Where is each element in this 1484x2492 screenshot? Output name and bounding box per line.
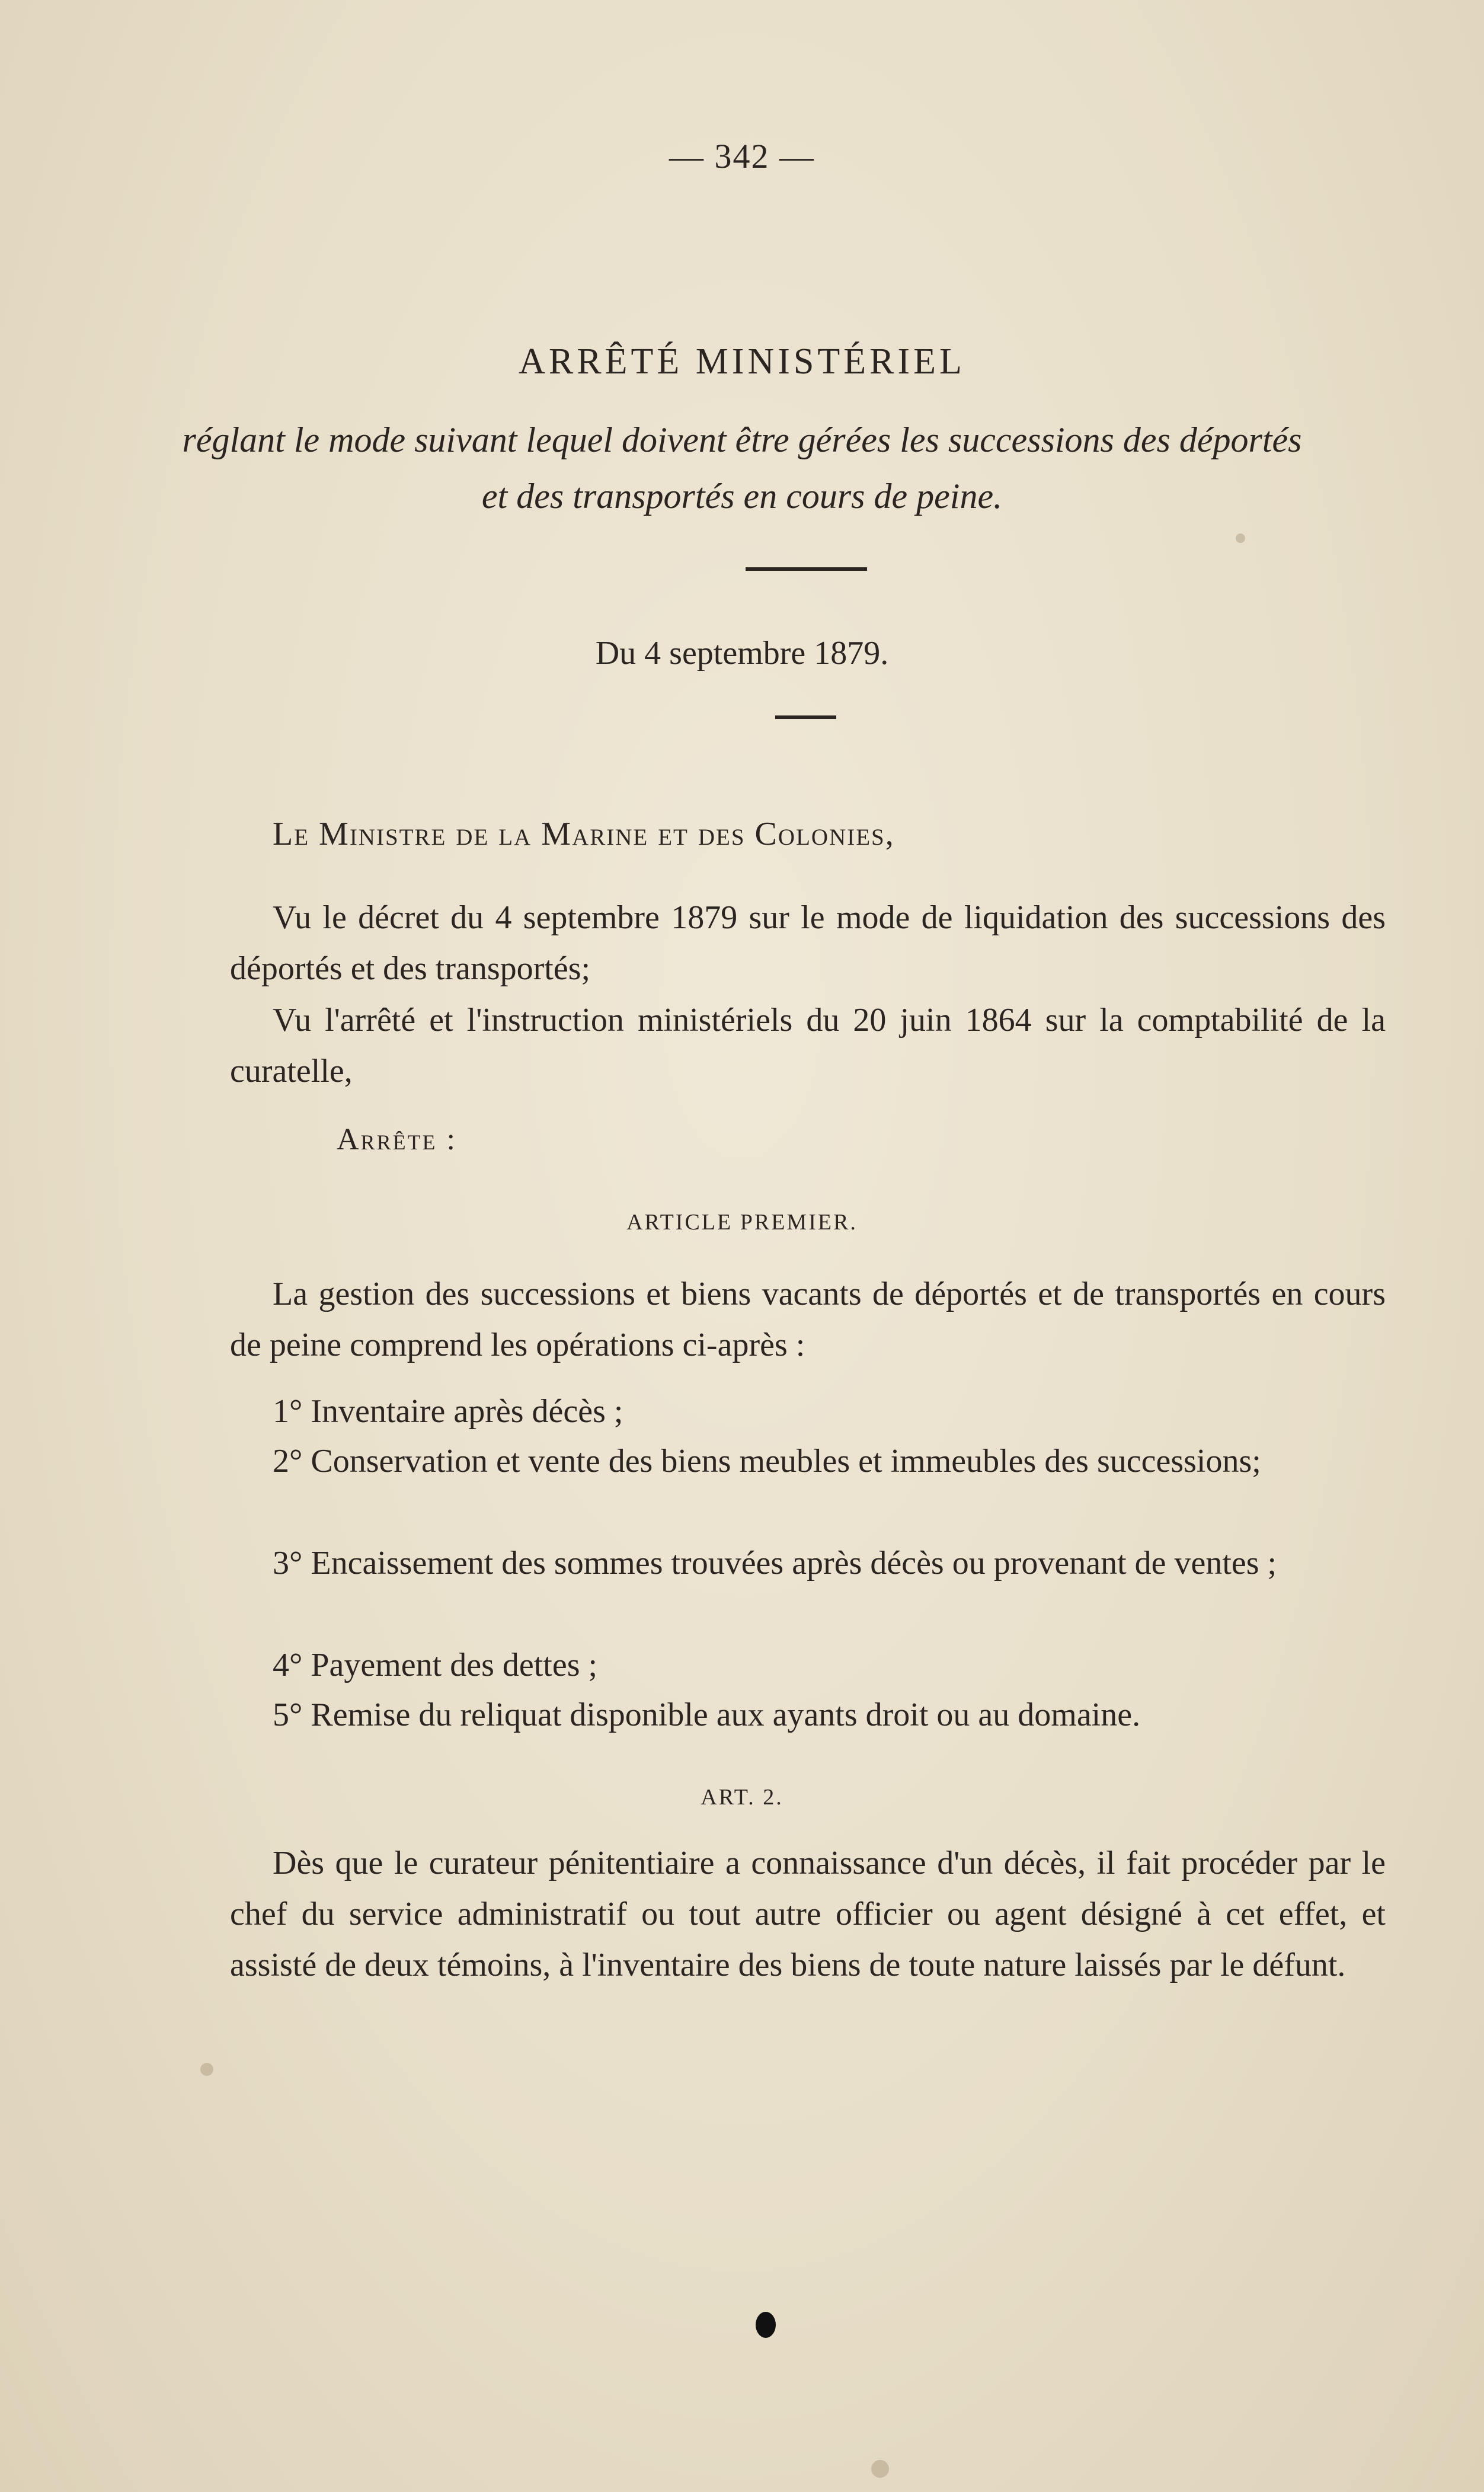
- vu-paragraph: Vu le décret du 4 septembre 1879 sur le mode de liquidation des successions des déportés et des transportés;: [230, 899, 1386, 987]
- article-1-item: 5° Remise du reliquat disponible aux ayants droit ou au domaine.: [273, 1697, 1141, 1733]
- ornament-dot: [756, 2312, 776, 2338]
- article-1-heading: ARTICLE PREMIER.: [626, 1210, 858, 1235]
- page-number: — 342 —: [669, 137, 815, 175]
- article-1-item: 3° Encaissement des sommes trouvées après décès ou provenant de ventes ;: [273, 1545, 1277, 1582]
- article-1-item: 2° Conservation et vente des biens meubles et immeubles des successions;: [273, 1443, 1261, 1480]
- separator-rule: [746, 567, 867, 571]
- article-1-intro: La gestion des successions et biens vacants de déportés et de transportés en cours de peine comprend les opérations ci-après :: [230, 1276, 1386, 1363]
- document-title: ARRÊTÉ MINISTÉRIEL: [519, 341, 965, 382]
- document-subtitle: réglant le mode suivant lequel doivent être gérées les successions des déportés et des transportés en cours de peine.: [182, 420, 1302, 516]
- paper-spot: [871, 2460, 889, 2478]
- article-2-heading: ART. 2.: [701, 1785, 783, 1810]
- minister-heading: Le Ministre de la Marine et des Colonies,: [273, 816, 895, 852]
- paper-spot: [200, 2063, 213, 2076]
- article-2-text: Dès que le curateur pénitentiaire a connaissance d'un décès, il fait procéder par le chef du service administratif ou tout autre officier ou agent désigné à cet effet, et assisté de deux témoins, à l'inventaire des biens de toute nature laissés par le défunt.: [230, 1845, 1386, 1983]
- vu-paragraph: Vu l'arrêté et l'instruction ministériels du 20 juin 1864 sur la comptabilité de la curatelle,: [230, 1002, 1386, 1090]
- arrete-heading: Arrête :: [337, 1123, 457, 1156]
- paper-spot: [1236, 533, 1245, 543]
- article-1-item: 1° Inventaire après décès ;: [273, 1393, 623, 1430]
- decree-date: Du 4 septembre 1879.: [595, 635, 889, 672]
- article-1-item: 4° Payement des dettes ;: [273, 1647, 598, 1683]
- separator-rule-short: [775, 715, 836, 719]
